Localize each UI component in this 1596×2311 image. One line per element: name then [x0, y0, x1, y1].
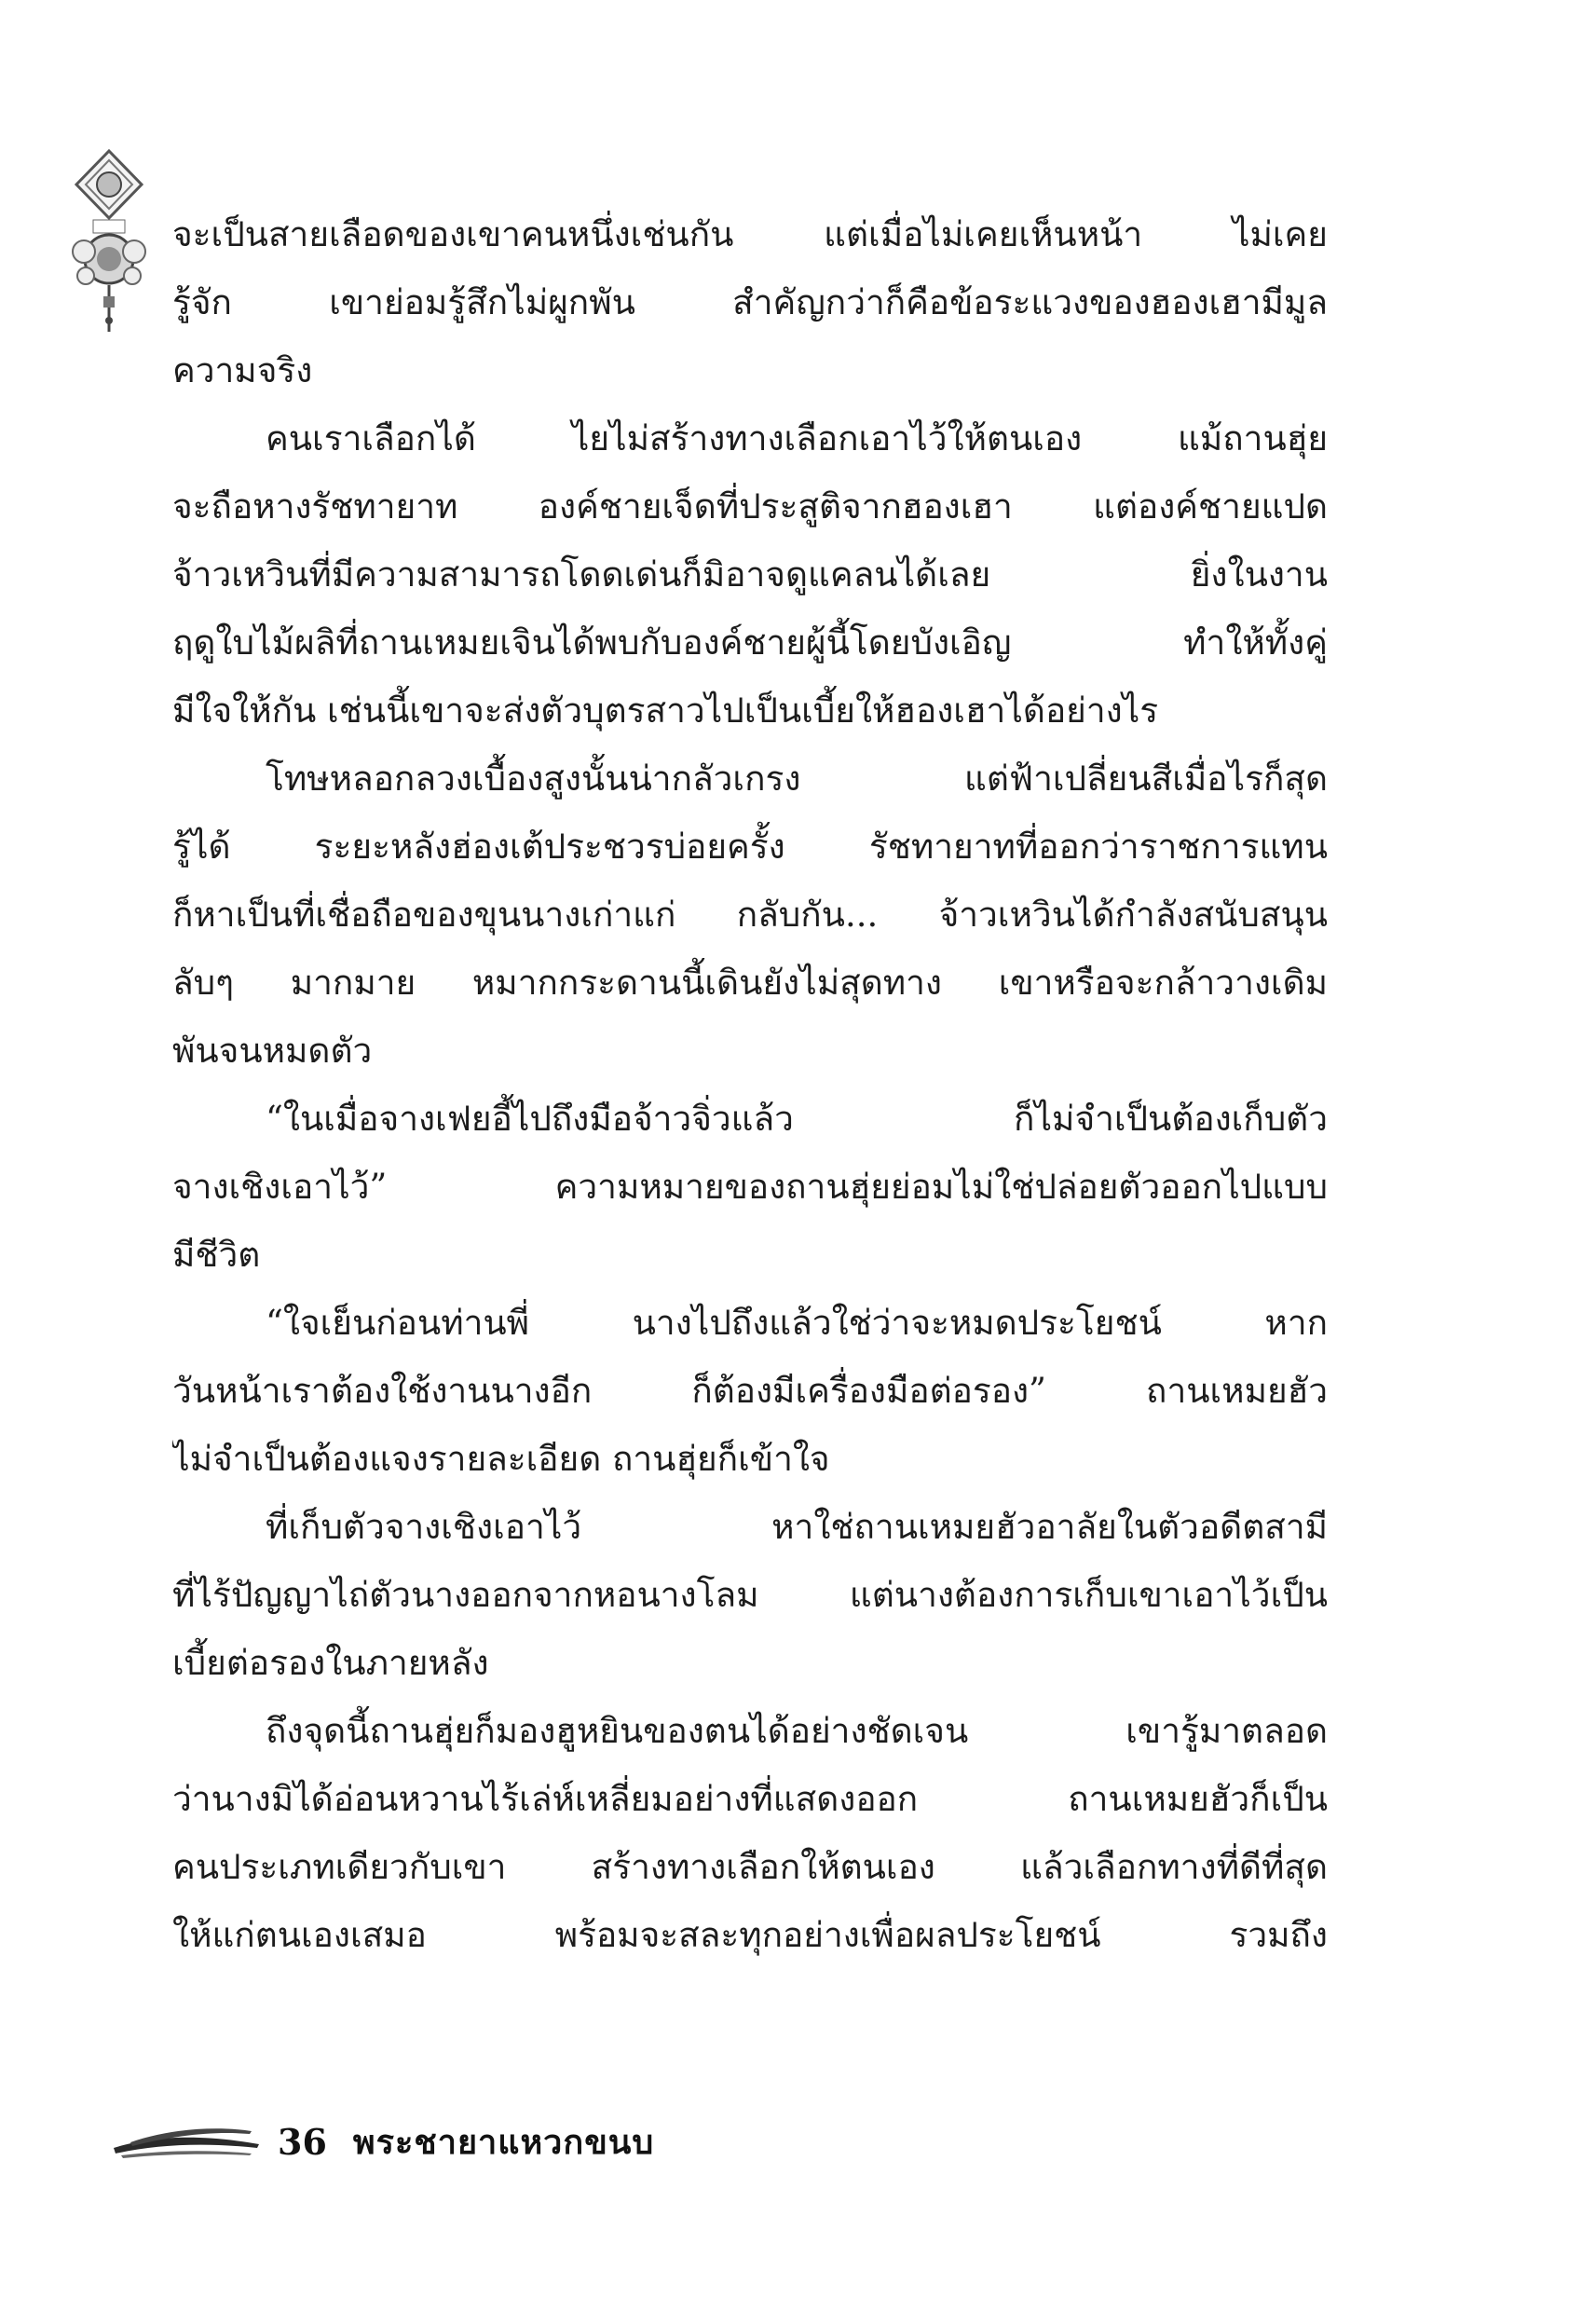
- text-line: จางเชิงเอาไว้” ความหมายของถานฮุ่ยย่อมไม่ใช่ปล่อยตัวออกไปแบบ: [172, 1167, 1328, 1207]
- text-line: จะเป็นสายเลือดของเขาคนหนึ่งเช่นกัน แต่เมื่อไม่เคยเห็นหน้า ไม่เคย: [172, 214, 1328, 254]
- text-line: ฤดูใบไม้ผลิที่ถานเหมยเจินได้พบกับองค์ชายผู้นี้โดยบังเอิญ ทำให้ทั้งคู่: [172, 622, 1328, 663]
- text-line: คนประเภทเดียวกับเขา สร้างทางเลือกให้ตนเอง แล้วเลือกทางที่ดีที่สุด: [172, 1847, 1328, 1887]
- text-line: ว่านางมิได้อ่อนหวานไร้เล่ห์เหลี่ยมอย่างที่แสดงออก ถานเหมยฮัวก็เป็น: [172, 1779, 1328, 1819]
- text-line: ลับๆ มากมาย หมากกระดานนี้เดินยังไม่สุดทาง เขาหรือจะกล้าวางเดิม: [172, 963, 1328, 1003]
- brush-stroke-icon: [112, 2116, 261, 2167]
- page-number: 36: [278, 2120, 327, 2163]
- text-line: คนเราเลือกได้ ไยไม่สร้างทางเลือกเอาไว้ให้ตนเอง แม้ถานฮุ่ย: [266, 418, 1328, 458]
- text-line: ที่ไร้ปัญญาไถ่ตัวนางออกจากหอนางโลม แต่นางต้องการเก็บเขาเอาไว้เป็น: [172, 1575, 1328, 1615]
- text-line: ให้แก่ตนเองเสมอ พร้อมจะสละทุกอย่างเพื่อผลประโยชน์ รวมถึง: [172, 1915, 1328, 1955]
- text-line: มีชีวิต: [172, 1235, 261, 1275]
- text-line: โทษหลอกลวงเบื้องสูงนั้นน่ากลัวเกรง แต่ฟ้าเปลี่ยนสีเมื่อไรก็สุด: [266, 759, 1328, 799]
- text-line: จ้าวเหวินที่มีความสามารถโดดเด่นก็มิอาจดูแคลนได้เลย ยิ่งในงาน: [172, 554, 1328, 595]
- text-line: ความจริง: [172, 350, 313, 390]
- text-line: พันจนหมดตัว: [172, 1031, 373, 1071]
- text-line: “ในเมื่อจางเฟยอี้ไปถึงมือจ้าวจิ่วแล้ว ก็ไม่จำเป็นต้องเก็บตัว: [266, 1099, 1328, 1139]
- text-line: จะถือหางรัชทายาท องค์ชายเจ็ดที่ประสูติจากฮองเฮา แต่องค์ชายแปด: [172, 486, 1328, 526]
- text-line: “ใจเย็นก่อนท่านพี่ นางไปถึงแล้วใช่ว่าจะหมดประโยชน์ หาก: [266, 1303, 1328, 1343]
- text-line: วันหน้าเราต้องใช้งานนางอีก ก็ต้องมีเครื่องมือต่อรอง” ถานเหมยฮัว: [172, 1371, 1328, 1411]
- text-line: มีใจให้กัน เช่นนี้เขาจะส่งตัวบุตรสาวไปเป็นเบี้ยให้ฮองเฮาได้อย่างไร: [172, 691, 1159, 731]
- book-title: พระชายาแหวกขนบ: [352, 2123, 655, 2162]
- body-text: [172, 200, 1328, 1969]
- text-line: ไม่จำเป็นต้องแจงรายละเอียด ถานฮุ่ยก็เข้าใจ: [172, 1439, 830, 1479]
- page-footer: [112, 2113, 654, 2169]
- text-line: ที่เก็บตัวจางเชิงเอาไว้ หาใช่ถานเหมยฮัวอาลัยในตัวอดีตสามี: [266, 1507, 1328, 1547]
- decorative-medallion-icon: [67, 149, 151, 335]
- text-line: ถึงจุดนี้ถานฮุ่ยก็มองฮูหยินของตนได้อย่างชัดเจน เขารู้มาตลอด: [266, 1711, 1328, 1751]
- text-line: ก็หาเป็นที่เชื่อถือของขุนนางเก่าแก่ กลับกัน... จ้าวเหวินได้กำลังสนับสนุน: [172, 895, 1328, 935]
- text-line: รู้ได้ ระยะหลังฮ่องเต้ประชวรบ่อยครั้ง รัชทายาทที่ออกว่าราชการแทน: [172, 827, 1328, 867]
- text-line: รู้จัก เขาย่อมรู้สึกไม่ผูกพัน สำคัญกว่าก็คือข้อระแวงของฮองเฮามีมูล: [172, 282, 1328, 322]
- text-line: เบี้ยต่อรองในภายหลัง: [172, 1643, 489, 1683]
